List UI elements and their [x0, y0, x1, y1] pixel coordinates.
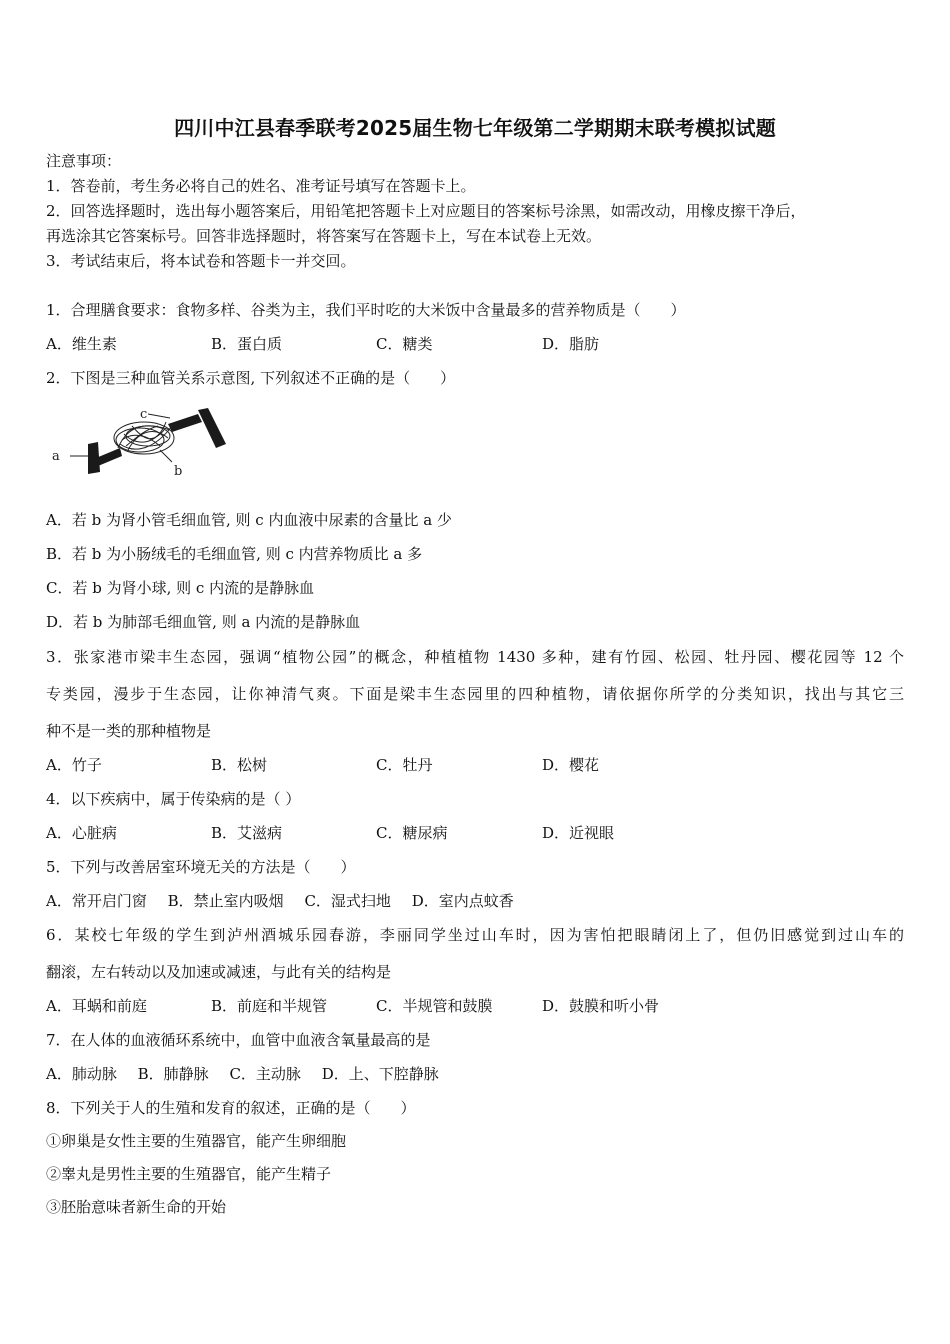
option-b[interactable]: B．肺静脉 [137, 1065, 209, 1083]
option-b[interactable]: B．禁止室内吸烟 [167, 892, 284, 910]
page-title: 四川中江县春季联考2025届生物七年级第二学期期末联考模拟试题 [174, 116, 776, 140]
question-1-stem: 1．合理膳食要求：食物多样、谷类为主，我们平时吃的大米饭中含量最多的营养物质是（ ） [46, 301, 686, 319]
notice-item: 1．答卷前，考生务必将自己的姓名、准考证号填写在答题卡上。 [46, 177, 476, 195]
option-d[interactable]: D．樱花 [542, 756, 600, 774]
label-a: a [52, 449, 60, 464]
question-2-option-a[interactable]: A．若 b 为肾小管毛细血管, 则 c 内血液中尿素的含量比 a 少 [46, 511, 452, 529]
option-a[interactable]: A．竹子 [46, 756, 102, 774]
notice-item: 再选涂其它答案标号。回答非选择题时，将答案写在答题卡上，写在本试卷上无效。 [46, 227, 602, 245]
question-6-stem-line: 翻滚，左右转动以及加速或减速，与此有关的结构是 [46, 963, 392, 981]
option-c[interactable]: C．牡丹 [376, 756, 433, 774]
option-b[interactable]: B．前庭和半规管 [211, 997, 328, 1015]
notice-item: 2．回答选择题时，选出每小题答案后，用铅笔把答题卡上对应题目的答案标号涂黑，如需改动，用橡皮擦干净后， [46, 202, 806, 220]
option-b[interactable]: B．松树 [211, 756, 268, 774]
option-a[interactable]: A．常开启门窗 [46, 892, 147, 910]
question-8-statement: ①卵巢是女性主要的生殖器官，能产生卵细胞 [46, 1132, 347, 1150]
option-c[interactable]: C．糖尿病 [376, 824, 448, 842]
option-a[interactable]: A．心脏病 [46, 824, 117, 842]
blood-vessel-diagram [48, 404, 238, 490]
question-3-stem-line: 3．张家港市梁丰生态园，强调“植物公园”的概念，种植植物 1430 多种，建有竹园、松园、牡丹园、樱花园等 12 个 [46, 648, 904, 666]
question-2-option-b[interactable]: B．若 b 为小肠绒毛的毛细血管, 则 c 内营养物质比 a 多 [46, 545, 423, 563]
label-b: b [174, 464, 183, 479]
option-d[interactable]: D．上、下腔静脉 [321, 1065, 439, 1083]
option-a[interactable]: A．肺动脉 [46, 1065, 117, 1083]
question-4-stem: 4．以下疾病中，属于传染病的是（ ） [46, 790, 301, 808]
question-8-stem: 8．下列关于人的生殖和发育的叙述，正确的是（ ） [46, 1099, 416, 1117]
question-5-stem: 5．下列与改善居室环境无关的方法是（ ） [46, 858, 356, 876]
option-d[interactable]: D．近视眼 [542, 824, 615, 842]
option-d[interactable]: D．鼓膜和听小骨 [542, 997, 660, 1015]
question-5-options [46, 891, 530, 911]
option-c[interactable]: C．湿式扫地 [304, 892, 391, 910]
question-2-option-c[interactable]: C．若 b 为肾小球, 则 c 内流的是静脉血 [46, 579, 315, 597]
option-c[interactable]: C．主动脉 [229, 1065, 301, 1083]
option-d[interactable]: D．室内点蚊香 [411, 892, 514, 910]
notice-heading: 注意事项： [46, 152, 122, 170]
label-c: c [140, 407, 148, 422]
option-c[interactable]: C．糖类 [376, 335, 433, 353]
question-2-stem: 2．下图是三种血管关系示意图, 下列叙述不正确的是（ ） [46, 369, 456, 387]
option-d[interactable]: D．脂肪 [542, 335, 600, 353]
option-a[interactable]: A．耳蜗和前庭 [46, 997, 147, 1015]
vessel-a [70, 442, 122, 474]
question-3-stem-line: 专类园，漫步于生态园，让你神清气爽。下面是梁丰生态园里的四种植物，请依据你所学的分类知识，找出与其它三 [46, 685, 904, 703]
question-8-statement: ②睾丸是男性主要的生殖器官，能产生精子 [46, 1165, 332, 1183]
question-2-option-d[interactable]: D．若 b 为肺部毛细血管, 则 a 内流的是静脉血 [46, 613, 361, 631]
question-8-statement: ③胚胎意味者新生命的开始 [46, 1198, 227, 1216]
option-b[interactable]: B．艾滋病 [211, 824, 283, 842]
question-3-stem-line: 种不是一类的那种植物是 [46, 722, 212, 740]
option-b[interactable]: B．蛋白质 [211, 335, 283, 353]
notice-item: 3．考试结束后，将本试卷和答题卡一并交回。 [46, 252, 356, 270]
question-6-stem-line: 6．某校七年级的学生到泸州酒城乐园春游，李丽同学坐过山车时，因为害怕把眼睛闭上了，但仍旧感觉到过山车的 [46, 926, 904, 944]
question-7-stem: 7．在人体的血液循环系统中，血管中血液含氧量最高的是 [46, 1031, 431, 1049]
option-c[interactable]: C．半规管和鼓膜 [376, 997, 493, 1015]
question-7-options [46, 1064, 455, 1084]
option-a[interactable]: A．维生素 [46, 335, 117, 353]
capillary-network-b [114, 422, 174, 462]
